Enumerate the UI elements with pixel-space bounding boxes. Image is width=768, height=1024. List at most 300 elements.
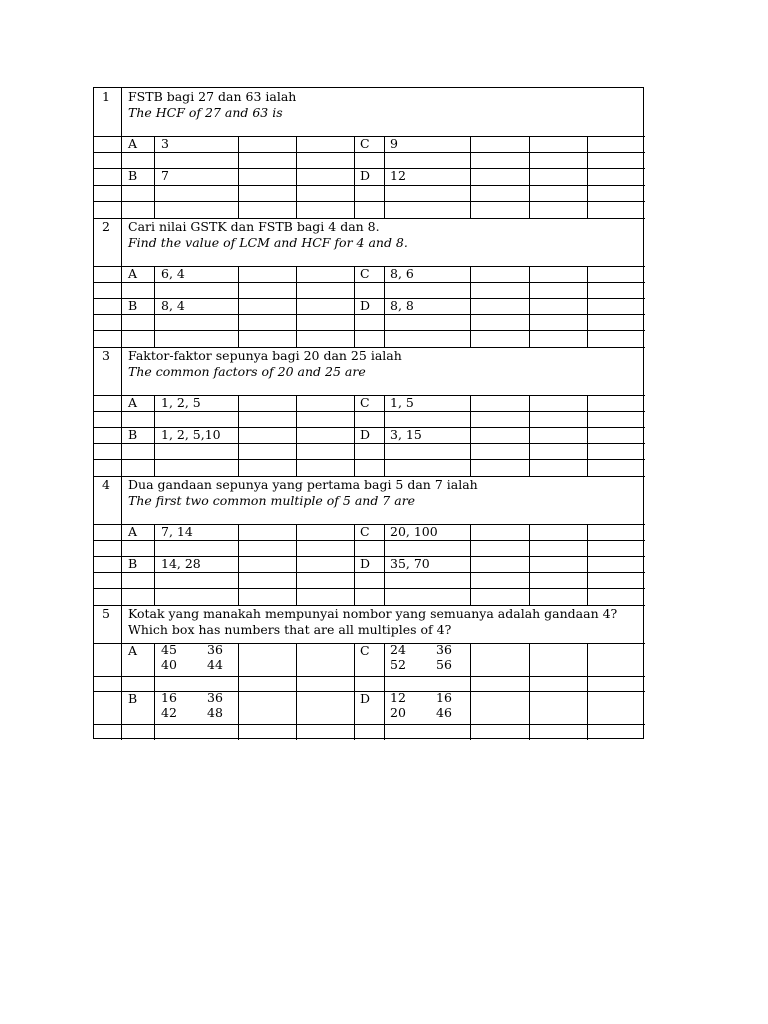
table-column-rule xyxy=(529,676,530,691)
table-column-rule xyxy=(587,282,588,298)
table-column-rule xyxy=(296,676,297,691)
table-row-rule xyxy=(94,459,645,460)
table-column-rule xyxy=(154,459,155,476)
table-column-rule xyxy=(296,691,297,724)
option-value: 3, 15 xyxy=(390,427,422,442)
table-column-rule xyxy=(587,724,588,740)
table-column-rule xyxy=(587,395,588,411)
table-column-rule xyxy=(384,676,385,691)
table-column-rule xyxy=(238,411,239,427)
option-letter: B xyxy=(128,168,138,183)
option-number: 36 xyxy=(207,690,223,705)
question-text-malay: Faktor-faktor sepunya bagi 20 dan 25 ialah xyxy=(128,348,402,363)
table-column-rule xyxy=(296,168,297,185)
table-column-rule xyxy=(587,524,588,540)
option-letter: D xyxy=(360,691,371,706)
table-column-rule xyxy=(354,459,355,476)
table-column-rule xyxy=(296,330,297,347)
table-column-rule xyxy=(121,691,122,724)
question-number: 5 xyxy=(102,606,110,621)
table-column-rule xyxy=(354,588,355,605)
question-text-malay: FSTB bagi 27 dan 63 ialah xyxy=(128,89,297,104)
table-row-rule xyxy=(94,330,645,331)
option-letter: A xyxy=(128,136,138,151)
table-column-rule xyxy=(238,427,239,443)
table-column-rule xyxy=(587,330,588,347)
option-number: 36 xyxy=(436,642,452,657)
table-column-rule xyxy=(384,691,385,724)
table-column-rule xyxy=(154,540,155,556)
table-column-rule xyxy=(384,185,385,201)
question-number: 1 xyxy=(102,89,110,104)
table-column-rule xyxy=(384,572,385,588)
option-number: 16 xyxy=(161,690,177,705)
table-column-rule xyxy=(121,201,122,218)
table-column-rule xyxy=(529,427,530,443)
question-text-malay: Kotak yang manakah mempunyai nombor yang semuanya adalah gandaan 4? xyxy=(128,606,618,621)
table-column-rule xyxy=(238,643,239,676)
option-number: 36 xyxy=(207,642,223,657)
table-row-rule xyxy=(94,588,645,589)
option-letter: D xyxy=(360,556,371,571)
table-column-rule xyxy=(121,88,122,136)
table-column-rule xyxy=(384,643,385,676)
table-column-rule xyxy=(238,724,239,740)
table-column-rule xyxy=(529,572,530,588)
table-column-rule xyxy=(470,395,471,411)
question-text-malay: Dua gandaan sepunya yang pertama bagi 5 dan 7 ialah xyxy=(128,477,478,492)
option-number: 20 xyxy=(390,705,406,720)
table-column-rule xyxy=(587,427,588,443)
table-column-rule xyxy=(121,572,122,588)
option-value: 14, 28 xyxy=(161,556,201,571)
option-value: 7, 14 xyxy=(161,524,193,539)
table-column-rule xyxy=(384,724,385,740)
table-column-rule xyxy=(529,724,530,740)
table-column-rule xyxy=(470,427,471,443)
option-value: 8, 8 xyxy=(390,298,414,313)
table-column-rule xyxy=(238,168,239,185)
table-row-rule xyxy=(94,572,645,573)
table-column-rule xyxy=(238,266,239,282)
question-table xyxy=(93,87,644,739)
option-value: 3 xyxy=(161,136,169,151)
table-column-rule xyxy=(238,691,239,724)
table-column-rule xyxy=(529,588,530,605)
option-letter: C xyxy=(360,266,370,281)
table-column-rule xyxy=(121,443,122,459)
question-number: 4 xyxy=(102,477,110,492)
table-column-rule xyxy=(354,185,355,201)
table-column-rule xyxy=(121,168,122,185)
table-column-rule xyxy=(587,691,588,724)
question-number: 2 xyxy=(102,219,110,234)
table-column-rule xyxy=(587,443,588,459)
table-column-rule xyxy=(587,168,588,185)
table-column-rule xyxy=(384,152,385,168)
table-column-rule xyxy=(154,588,155,605)
table-column-rule xyxy=(238,443,239,459)
table-column-rule xyxy=(121,395,122,411)
table-column-rule xyxy=(354,643,355,676)
table-column-rule xyxy=(470,168,471,185)
table-column-rule xyxy=(296,572,297,588)
table-column-rule xyxy=(587,136,588,152)
table-column-rule xyxy=(470,643,471,676)
table-column-rule xyxy=(470,152,471,168)
table-column-rule xyxy=(470,330,471,347)
table-column-rule xyxy=(354,298,355,314)
table-column-rule xyxy=(529,314,530,330)
table-column-rule xyxy=(384,330,385,347)
table-column-rule xyxy=(121,347,122,395)
table-column-rule xyxy=(529,524,530,540)
table-column-rule xyxy=(238,314,239,330)
table-column-rule xyxy=(354,168,355,185)
question-text-malay: Cari nilai GSTK dan FSTB bagi 4 dan 8. xyxy=(128,219,380,234)
table-column-rule xyxy=(384,459,385,476)
table-column-rule xyxy=(354,691,355,724)
table-column-rule xyxy=(354,572,355,588)
option-number: 44 xyxy=(207,657,223,672)
option-number: 12 xyxy=(390,690,406,705)
table-column-rule xyxy=(529,540,530,556)
table-column-rule xyxy=(121,282,122,298)
table-column-rule xyxy=(587,152,588,168)
option-letter: A xyxy=(128,643,138,658)
table-column-rule xyxy=(154,676,155,691)
table-column-rule xyxy=(354,556,355,572)
table-column-rule xyxy=(470,691,471,724)
table-column-rule xyxy=(384,588,385,605)
table-column-rule xyxy=(238,298,239,314)
table-column-rule xyxy=(470,459,471,476)
table-column-rule xyxy=(354,314,355,330)
table-column-rule xyxy=(529,395,530,411)
table-column-rule xyxy=(354,540,355,556)
table-column-rule xyxy=(470,572,471,588)
table-column-rule xyxy=(238,136,239,152)
table-column-rule xyxy=(121,605,122,643)
table-row-rule xyxy=(94,185,645,186)
table-column-rule xyxy=(296,201,297,218)
question-text-english: Find the value of LCM and HCF for 4 and 8. xyxy=(128,235,408,250)
table-column-rule xyxy=(529,330,530,347)
table-column-rule xyxy=(121,185,122,201)
table-column-rule xyxy=(529,185,530,201)
option-letter: C xyxy=(360,395,370,410)
table-column-rule xyxy=(384,266,385,282)
table-column-rule xyxy=(121,218,122,266)
option-value: 8, 4 xyxy=(161,298,185,313)
table-column-rule xyxy=(384,540,385,556)
table-column-rule xyxy=(384,314,385,330)
table-column-rule xyxy=(154,443,155,459)
table-column-rule xyxy=(354,266,355,282)
table-column-rule xyxy=(154,395,155,411)
table-column-rule xyxy=(154,411,155,427)
option-letter: D xyxy=(360,168,371,183)
table-column-rule xyxy=(154,201,155,218)
option-value: 9 xyxy=(390,136,398,151)
table-column-rule xyxy=(238,540,239,556)
table-column-rule xyxy=(587,643,588,676)
table-column-rule xyxy=(354,411,355,427)
table-column-rule xyxy=(354,152,355,168)
table-row-rule xyxy=(94,443,645,444)
table-column-rule xyxy=(384,298,385,314)
option-letter: A xyxy=(128,395,138,410)
question-text-english: Which box has numbers that are all multiples of 4? xyxy=(128,622,452,637)
table-column-rule xyxy=(384,395,385,411)
option-letter: B xyxy=(128,298,138,313)
option-value: 12 xyxy=(390,168,406,183)
table-column-rule xyxy=(354,136,355,152)
table-column-rule xyxy=(121,152,122,168)
table-column-rule xyxy=(354,524,355,540)
table-column-rule xyxy=(296,427,297,443)
table-row-rule xyxy=(94,201,645,202)
option-value: 8, 6 xyxy=(390,266,414,281)
table-column-rule xyxy=(154,691,155,724)
option-letter: D xyxy=(360,427,371,442)
table-column-rule xyxy=(354,443,355,459)
table-column-rule xyxy=(470,266,471,282)
table-column-rule xyxy=(296,540,297,556)
question-text-english: The HCF of 27 and 63 is xyxy=(128,105,283,120)
table-column-rule xyxy=(296,152,297,168)
table-column-rule xyxy=(238,459,239,476)
option-value: 1, 5 xyxy=(390,395,414,410)
table-column-rule xyxy=(384,136,385,152)
table-column-rule xyxy=(121,556,122,572)
table-column-rule xyxy=(238,330,239,347)
table-column-rule xyxy=(470,314,471,330)
table-column-rule xyxy=(121,476,122,524)
table-column-rule xyxy=(121,427,122,443)
table-column-rule xyxy=(470,540,471,556)
table-column-rule xyxy=(470,724,471,740)
table-column-rule xyxy=(384,427,385,443)
table-column-rule xyxy=(470,298,471,314)
table-column-rule xyxy=(587,459,588,476)
table-column-rule xyxy=(296,298,297,314)
table-column-rule xyxy=(238,588,239,605)
option-number: 24 xyxy=(390,642,406,657)
table-column-rule xyxy=(296,185,297,201)
table-column-rule xyxy=(384,443,385,459)
table-column-rule xyxy=(470,676,471,691)
table-column-rule xyxy=(296,266,297,282)
table-column-rule xyxy=(354,724,355,740)
option-value: 1, 2, 5,10 xyxy=(161,427,221,442)
table-column-rule xyxy=(154,724,155,740)
table-column-rule xyxy=(238,152,239,168)
option-number: 42 xyxy=(161,705,177,720)
table-column-rule xyxy=(296,588,297,605)
table-column-rule xyxy=(529,443,530,459)
table-column-rule xyxy=(529,282,530,298)
table-column-rule xyxy=(121,136,122,152)
option-letter: B xyxy=(128,427,138,442)
table-column-rule xyxy=(529,298,530,314)
table-column-rule xyxy=(470,443,471,459)
table-column-rule xyxy=(121,540,122,556)
table-column-rule xyxy=(296,136,297,152)
table-row-rule xyxy=(94,540,645,541)
table-column-rule xyxy=(296,395,297,411)
table-column-rule xyxy=(154,152,155,168)
table-row-rule xyxy=(94,314,645,315)
table-column-rule xyxy=(470,282,471,298)
table-column-rule xyxy=(470,411,471,427)
option-letter: A xyxy=(128,524,138,539)
table-column-rule xyxy=(154,168,155,185)
table-column-rule xyxy=(238,676,239,691)
table-column-rule xyxy=(529,266,530,282)
table-column-rule xyxy=(470,136,471,152)
table-column-rule xyxy=(529,136,530,152)
option-value: 20, 100 xyxy=(390,524,438,539)
table-column-rule xyxy=(238,185,239,201)
table-column-rule xyxy=(384,411,385,427)
table-column-rule xyxy=(354,330,355,347)
table-column-rule xyxy=(154,136,155,152)
table-column-rule xyxy=(154,427,155,443)
table-column-rule xyxy=(154,314,155,330)
table-column-rule xyxy=(154,524,155,540)
table-row-rule xyxy=(94,282,645,283)
table-column-rule xyxy=(154,572,155,588)
table-column-rule xyxy=(529,201,530,218)
table-column-rule xyxy=(587,201,588,218)
option-number: 56 xyxy=(436,657,452,672)
table-row-rule xyxy=(94,411,645,412)
table-column-rule xyxy=(154,282,155,298)
option-number: 40 xyxy=(161,657,177,672)
table-column-rule xyxy=(154,298,155,314)
table-column-rule xyxy=(296,443,297,459)
option-letter: A xyxy=(128,266,138,281)
option-number: 45 xyxy=(161,642,177,657)
table-column-rule xyxy=(470,524,471,540)
table-column-rule xyxy=(296,459,297,476)
question-text-english: The first two common multiple of 5 and 7 are xyxy=(128,493,416,508)
table-column-rule xyxy=(238,395,239,411)
table-column-rule xyxy=(154,330,155,347)
table-column-rule xyxy=(238,282,239,298)
table-row-rule xyxy=(94,676,645,677)
table-column-rule xyxy=(121,411,122,427)
table-column-rule xyxy=(296,282,297,298)
table-column-rule xyxy=(154,185,155,201)
table-column-rule xyxy=(529,152,530,168)
table-column-rule xyxy=(587,540,588,556)
option-letter: B xyxy=(128,691,138,706)
table-column-rule xyxy=(238,201,239,218)
option-value: 35, 70 xyxy=(390,556,430,571)
table-column-rule xyxy=(529,556,530,572)
table-column-rule xyxy=(354,201,355,218)
table-column-rule xyxy=(354,282,355,298)
table-column-rule xyxy=(529,411,530,427)
option-value: 6, 4 xyxy=(161,266,185,281)
table-column-rule xyxy=(296,411,297,427)
table-column-rule xyxy=(296,524,297,540)
table-column-rule xyxy=(121,724,122,740)
table-column-rule xyxy=(587,588,588,605)
table-column-rule xyxy=(354,676,355,691)
option-letter: D xyxy=(360,298,371,313)
table-column-rule xyxy=(587,556,588,572)
table-column-rule xyxy=(587,411,588,427)
option-letter: C xyxy=(360,136,370,151)
table-column-rule xyxy=(587,298,588,314)
table-row-rule xyxy=(94,152,645,153)
table-column-rule xyxy=(384,168,385,185)
table-column-rule xyxy=(587,266,588,282)
option-letter: C xyxy=(360,524,370,539)
table-column-rule xyxy=(354,395,355,411)
table-column-rule xyxy=(384,282,385,298)
table-column-rule xyxy=(121,266,122,282)
question-number: 3 xyxy=(102,348,110,363)
option-letter: B xyxy=(128,556,138,571)
table-column-rule xyxy=(470,588,471,605)
option-value: 7 xyxy=(161,168,169,183)
option-number: 48 xyxy=(207,705,223,720)
option-number: 52 xyxy=(390,657,406,672)
table-column-rule xyxy=(238,556,239,572)
table-column-rule xyxy=(587,185,588,201)
table-column-rule xyxy=(470,201,471,218)
table-column-rule xyxy=(121,330,122,347)
table-column-rule xyxy=(470,556,471,572)
table-column-rule xyxy=(121,459,122,476)
option-value: 1, 2, 5 xyxy=(161,395,201,410)
table-column-rule xyxy=(121,314,122,330)
table-row-rule xyxy=(94,724,645,725)
table-column-rule xyxy=(529,691,530,724)
table-column-rule xyxy=(121,524,122,540)
table-column-rule xyxy=(587,314,588,330)
table-column-rule xyxy=(529,459,530,476)
table-column-rule xyxy=(529,643,530,676)
table-column-rule xyxy=(354,427,355,443)
table-column-rule xyxy=(154,556,155,572)
table-column-rule xyxy=(238,524,239,540)
table-column-rule xyxy=(296,724,297,740)
table-column-rule xyxy=(121,298,122,314)
question-text-english: The common factors of 20 and 25 are xyxy=(128,364,366,379)
table-column-rule xyxy=(384,201,385,218)
option-number: 46 xyxy=(436,705,452,720)
table-column-rule xyxy=(384,556,385,572)
table-column-rule xyxy=(296,556,297,572)
table-column-rule xyxy=(121,643,122,676)
table-column-rule xyxy=(238,572,239,588)
table-column-rule xyxy=(296,314,297,330)
table-column-rule xyxy=(296,643,297,676)
table-column-rule xyxy=(587,572,588,588)
table-column-rule xyxy=(587,676,588,691)
table-column-rule xyxy=(529,168,530,185)
table-column-rule xyxy=(121,676,122,691)
option-number: 16 xyxy=(436,690,452,705)
table-column-rule xyxy=(154,266,155,282)
table-column-rule xyxy=(470,185,471,201)
table-column-rule xyxy=(154,643,155,676)
